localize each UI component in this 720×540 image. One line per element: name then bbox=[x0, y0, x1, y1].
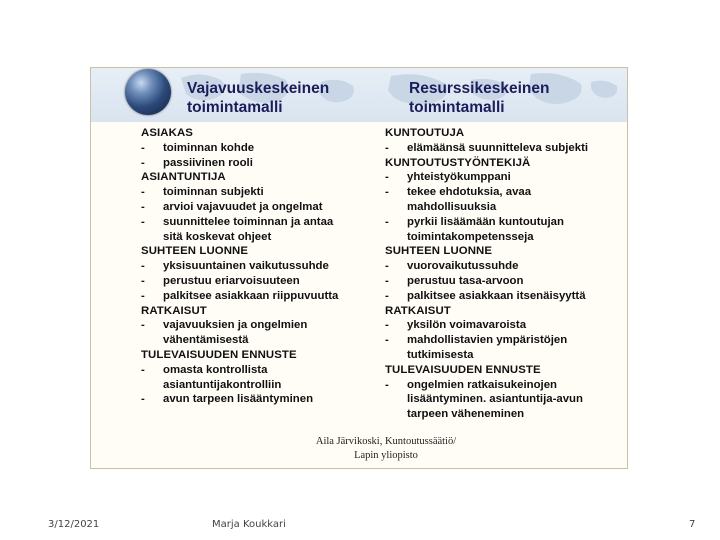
list-item-line: ongelmien ratkaisukeinojen bbox=[407, 378, 558, 391]
list-item bbox=[141, 156, 338, 171]
list-item-text bbox=[163, 318, 307, 348]
list-item-line: toiminnan subjekti bbox=[163, 186, 264, 199]
list-item bbox=[385, 170, 588, 185]
dash-bullet: - bbox=[385, 171, 389, 184]
left-column bbox=[141, 126, 338, 407]
list-item-line: tutkimisesta bbox=[407, 348, 474, 361]
list-item-line: vuorovaikutussuhde bbox=[407, 260, 519, 273]
list-item-text bbox=[407, 333, 567, 363]
dash-bullet: - bbox=[385, 274, 389, 287]
right-column bbox=[385, 126, 588, 422]
list-item bbox=[385, 318, 588, 333]
list-item-line: toimintakompetensseja bbox=[407, 230, 534, 243]
list-item-text bbox=[163, 392, 313, 407]
list-item-line: sitä koskevat ohjeet bbox=[163, 230, 272, 243]
dash-bullet: - bbox=[141, 156, 145, 169]
list-item-text bbox=[407, 289, 586, 304]
dash-bullet: - bbox=[141, 141, 145, 154]
footer-date: 3/12/2021 bbox=[48, 519, 100, 530]
list-item-line: yksisuuntainen vaikutussuhde bbox=[163, 260, 329, 273]
list-item bbox=[141, 259, 338, 274]
list-item-text bbox=[407, 170, 511, 185]
list-item bbox=[385, 215, 588, 245]
list-item-line: tarpeen väheneminen bbox=[407, 408, 525, 421]
list-item-line: toiminnan kohde bbox=[163, 141, 255, 154]
credit-line-1: Aila Järvikoski, Kuntoutussäätiö/ bbox=[315, 436, 457, 447]
list-item-line: arvioi vajavuudet ja ongelmat bbox=[163, 200, 323, 213]
footer-page-number: 7 bbox=[689, 519, 696, 530]
slide-image bbox=[90, 67, 628, 469]
list-item-line: yksilön voimavaroista bbox=[407, 319, 527, 332]
list-item-line: vähentämisestä bbox=[163, 334, 249, 347]
list-item bbox=[385, 185, 588, 215]
list-item-text bbox=[163, 156, 253, 171]
section-heading: ASIANTUNTIJA bbox=[141, 171, 226, 184]
list-item-line: elämäänsä suunnitteleva subjekti bbox=[407, 141, 589, 154]
list-item-text bbox=[407, 378, 583, 422]
dash-bullet: - bbox=[141, 260, 145, 273]
list-item bbox=[141, 141, 338, 156]
list-item-line: perustuu eriarvoisuuteen bbox=[163, 274, 300, 287]
header-band bbox=[91, 68, 627, 122]
dash-bullet: - bbox=[141, 289, 145, 302]
list-item-line: mahdollisuuksia bbox=[407, 200, 497, 213]
dash-bullet: - bbox=[141, 200, 145, 213]
list-item bbox=[141, 392, 338, 407]
dash-bullet: - bbox=[141, 319, 145, 332]
list-item-line: palkitsee asiakkaan itsenäisyyttä bbox=[407, 289, 586, 302]
globe-icon bbox=[125, 69, 171, 115]
credit-line-2: Lapin yliopisto bbox=[354, 450, 418, 461]
right-title-line-1: Resurssikeskeinen bbox=[409, 80, 550, 97]
section-heading: SUHTEEN LUONNE bbox=[141, 245, 249, 258]
right-model-title bbox=[409, 79, 549, 117]
list-item-text bbox=[407, 141, 588, 156]
dash-bullet: - bbox=[385, 378, 389, 391]
list-item-text bbox=[163, 259, 329, 274]
list-item-text bbox=[163, 215, 333, 245]
list-item-line: palkitsee asiakkaan riippuvuutta bbox=[163, 289, 339, 302]
list-item bbox=[141, 289, 338, 304]
section-heading: SUHTEEN LUONNE bbox=[385, 245, 493, 258]
list-item-text bbox=[163, 185, 264, 200]
list-item bbox=[385, 274, 588, 289]
dash-bullet: - bbox=[385, 186, 389, 199]
list-item-line: mahdollistavien ympäristöjen bbox=[407, 334, 568, 347]
list-item-line: pyrkii lisäämään kuntoutujan bbox=[407, 215, 564, 228]
list-item-text bbox=[163, 363, 281, 393]
list-item-text bbox=[407, 274, 523, 289]
list-item-text bbox=[407, 318, 526, 333]
list-item bbox=[141, 215, 338, 245]
section-heading: KUNTOUTUJA bbox=[385, 127, 465, 139]
dash-bullet: - bbox=[141, 363, 145, 376]
dash-bullet: - bbox=[385, 289, 389, 302]
list-item bbox=[385, 259, 588, 274]
section-heading: ASIAKAS bbox=[141, 127, 193, 139]
section-heading: TULEVAISUUDEN ENNUSTE bbox=[141, 348, 297, 361]
left-title-line-2: toimintamalli bbox=[187, 99, 283, 116]
left-model-title bbox=[187, 79, 329, 117]
right-title-line-2: toimintamalli bbox=[409, 99, 505, 116]
list-item-line: tekee ehdotuksia, avaa bbox=[407, 186, 532, 199]
list-item-text bbox=[407, 185, 531, 215]
dash-bullet: - bbox=[141, 274, 145, 287]
list-item bbox=[141, 185, 338, 200]
list-item bbox=[385, 333, 588, 363]
dash-bullet: - bbox=[385, 334, 389, 347]
list-item-line: omasta kontrollista bbox=[163, 363, 268, 376]
list-item bbox=[141, 318, 338, 348]
source-credit bbox=[306, 435, 466, 463]
list-item-text bbox=[407, 259, 518, 274]
section-heading: KUNTOUTUSTYÖNTEKIJÄ bbox=[385, 156, 531, 169]
list-item-text bbox=[163, 141, 254, 156]
list-item-line: asiantuntijakontrolliin bbox=[163, 378, 282, 391]
section-heading: TULEVAISUUDEN ENNUSTE bbox=[385, 363, 541, 376]
list-item-text bbox=[407, 215, 564, 245]
section-heading: RATKAISUT bbox=[141, 304, 207, 317]
left-title-line-1: Vajavuuskeskeinen bbox=[187, 80, 330, 97]
list-item bbox=[141, 200, 338, 215]
section-heading: RATKAISUT bbox=[385, 304, 451, 317]
dash-bullet: - bbox=[385, 141, 389, 154]
list-item bbox=[141, 363, 338, 393]
list-item-line: yhteistyökumppani bbox=[407, 171, 511, 184]
dash-bullet: - bbox=[141, 215, 145, 228]
list-item bbox=[385, 289, 588, 304]
list-item-text bbox=[163, 274, 300, 289]
list-item-line: perustuu tasa-arvoon bbox=[407, 274, 524, 287]
list-item-line: lisääntyminen. asiantuntija-avun bbox=[407, 393, 583, 406]
dash-bullet: - bbox=[385, 319, 389, 332]
list-item-line: avun tarpeen lisääntyminen bbox=[163, 393, 314, 406]
list-item-line: passiivinen rooli bbox=[163, 156, 253, 169]
dash-bullet: - bbox=[385, 260, 389, 273]
list-item bbox=[385, 378, 588, 422]
dash-bullet: - bbox=[141, 393, 145, 406]
list-item-text bbox=[163, 200, 323, 215]
dash-bullet: - bbox=[141, 186, 145, 199]
dash-bullet: - bbox=[385, 215, 389, 228]
list-item-text bbox=[163, 289, 338, 304]
list-item bbox=[141, 274, 338, 289]
list-item-line: suunnittelee toiminnan ja antaa bbox=[163, 215, 334, 228]
footer-author: Marja Koukkari bbox=[212, 519, 286, 530]
list-item bbox=[385, 141, 588, 156]
list-item-line: vajavuuksien ja ongelmien bbox=[163, 319, 308, 332]
